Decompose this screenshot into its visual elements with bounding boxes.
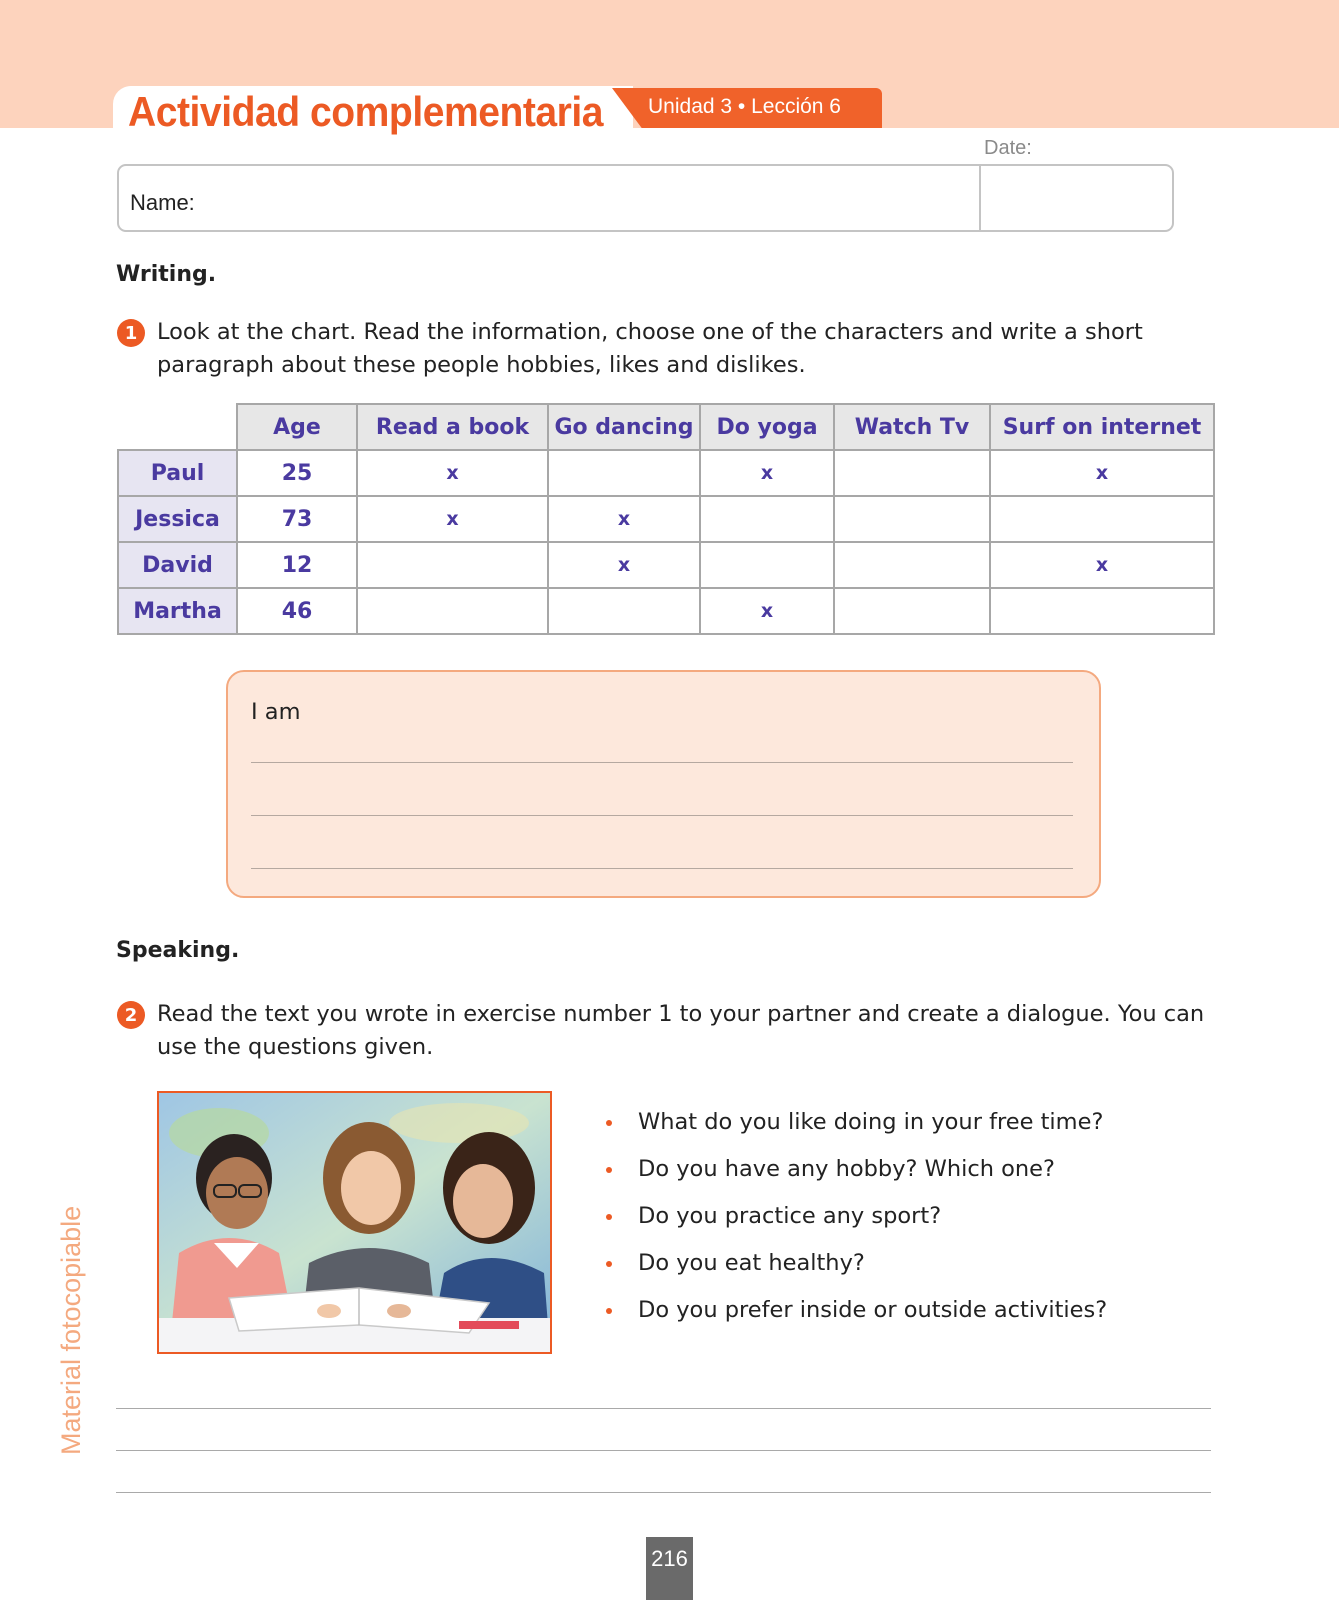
name-date-box (117, 164, 1174, 232)
mark-cell: x (990, 542, 1214, 588)
hobbies-chart (117, 403, 1215, 635)
bullet-icon (606, 1261, 612, 1267)
mark-cell (990, 496, 1214, 542)
table-row (118, 588, 1214, 634)
side-label: Material fotocopiable (56, 1205, 86, 1455)
column-header: Read a book (357, 404, 548, 450)
column-header: Age (237, 404, 357, 450)
table-row (118, 450, 1214, 496)
mark-cell: x (700, 588, 834, 634)
answer-line[interactable] (116, 1450, 1211, 1451)
speaking-heading: Speaking. (116, 938, 240, 963)
mark-cell (548, 450, 700, 496)
exercise-number-1: 1 (117, 319, 145, 347)
name-date-divider (979, 166, 981, 230)
table-row (118, 542, 1214, 588)
column-header: Go dancing (548, 404, 700, 450)
mark-cell (357, 588, 548, 634)
writing-heading: Writing. (116, 262, 217, 287)
writing-line[interactable] (251, 868, 1073, 869)
question-text: Do you eat healthy? (638, 1250, 865, 1276)
mark-cell (834, 450, 990, 496)
chart-header-row (118, 404, 1214, 450)
date-label: Date: (984, 137, 1032, 159)
mark-cell (834, 542, 990, 588)
writing-line[interactable] (251, 815, 1073, 816)
question-text: What do you like doing in your free time? (638, 1109, 1104, 1135)
question-text: Do you have any hobby? Which one? (638, 1156, 1055, 1182)
writing-answer-box[interactable] (226, 670, 1101, 898)
bullet-icon (606, 1120, 612, 1126)
mark-cell (548, 588, 700, 634)
column-header: Surf on internet (990, 404, 1214, 450)
question-text: Do you practice any sport? (638, 1203, 942, 1229)
age-cell: 73 (237, 496, 357, 542)
answer-line[interactable] (116, 1408, 1211, 1409)
bullet-icon (606, 1308, 612, 1314)
mark-cell: x (548, 496, 700, 542)
bullet-icon (606, 1167, 612, 1173)
row-header: Jessica (118, 496, 237, 542)
mark-cell (700, 496, 834, 542)
speaking-instruction: Read the text you wrote in exercise number 1 to your partner and create a dialogue. You can use the questions given. (157, 1001, 1205, 1060)
column-header: Do yoga (700, 404, 834, 450)
page-number: 216 (646, 1537, 693, 1600)
mark-cell (834, 496, 990, 542)
name-label: Name: (130, 190, 195, 215)
exercise-number-2: 2 (117, 1001, 145, 1029)
mark-cell: x (357, 450, 548, 496)
writing-line[interactable] (251, 762, 1073, 763)
age-cell: 25 (237, 450, 357, 496)
column-header: Watch Tv (834, 404, 990, 450)
row-header: Paul (118, 450, 237, 496)
mark-cell: x (700, 450, 834, 496)
mark-cell: x (548, 542, 700, 588)
students-reading-illustration (159, 1093, 550, 1352)
row-header: David (118, 542, 237, 588)
mark-cell: x (990, 450, 1214, 496)
mark-cell (990, 588, 1214, 634)
writing-instruction: Look at the chart. Read the information, choose one of the characters and write a short paragraph about these people hobbies, likes and dislikes. (157, 319, 1143, 378)
mark-cell (357, 542, 548, 588)
mark-cell (700, 542, 834, 588)
page-title: Actividad complementaria (128, 88, 604, 135)
age-cell: 46 (237, 588, 357, 634)
mark-cell: x (357, 496, 548, 542)
chart-corner-cell (118, 404, 237, 450)
answer-line[interactable] (116, 1492, 1211, 1493)
students-reading-photo (157, 1091, 552, 1354)
writing-starter-text: I am (251, 699, 301, 725)
row-header: Martha (118, 588, 237, 634)
age-cell: 12 (237, 542, 357, 588)
unit-lesson-label: Unidad 3 • Lección 6 (648, 95, 841, 118)
table-row (118, 496, 1214, 542)
question-text: Do you prefer inside or outside activities? (638, 1297, 1108, 1323)
mark-cell (834, 588, 990, 634)
bullet-icon (606, 1214, 612, 1220)
